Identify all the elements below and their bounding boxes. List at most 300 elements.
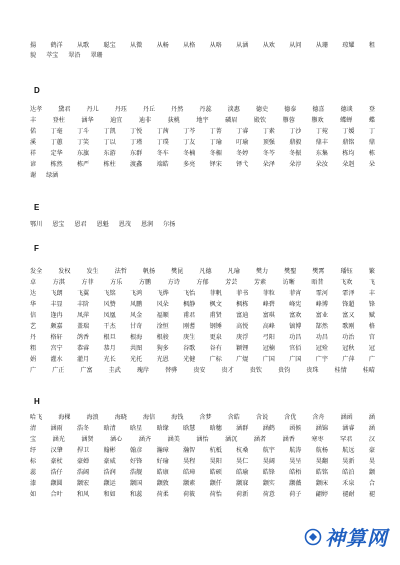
name-entry: 贵钦 [249, 367, 262, 374]
name-entry: 浩润 [103, 469, 116, 476]
name-entry: 光长 [103, 356, 116, 363]
name-entry: 樊聖 [284, 268, 297, 275]
name-entry: 冠秋 [342, 345, 355, 352]
name-entry: 广焜 [236, 356, 249, 363]
name-entry: 歌刚 [342, 323, 355, 330]
name-entry: 荷子 [289, 491, 302, 498]
name-entry: 翰彦 [130, 447, 143, 454]
name-entry: 枫文 [209, 301, 222, 308]
name-entry: 从咯 [209, 42, 222, 49]
name-entry: 汉肇 [50, 447, 63, 454]
name-entry: 丹蕊 [199, 106, 212, 113]
name-entry: 风鹏 [130, 301, 143, 308]
name-entry: 航远 [342, 447, 355, 454]
name-entry: 颛床 [315, 480, 328, 487]
name-entry: 涵 [368, 414, 375, 421]
name-entry: 光健 [183, 356, 196, 363]
name-entry: 方鹏 [138, 279, 152, 286]
name-entry: 航杨 [315, 447, 328, 454]
name-entry: 涵光 [52, 436, 65, 443]
name-entry: 昊新 [342, 458, 355, 465]
name-entry: 枫栋 [236, 301, 249, 308]
name-entry: 晗清 [103, 425, 116, 432]
name-entry: 盖瑞 [76, 323, 90, 330]
name-entry: 飞鸿 [130, 290, 143, 297]
name-entry: 昊 [368, 458, 375, 465]
name-entry: 官佰 [289, 345, 302, 352]
name-entry: 涵华 [81, 117, 94, 124]
name-entry: 禾泉 [342, 480, 355, 487]
name-entry: 芳素 [253, 279, 267, 286]
name-entry: 菲书 [236, 290, 249, 297]
name-entry: 偌 [30, 128, 37, 135]
name-entry: 晗星 [130, 425, 143, 432]
name-entry: 黛君 [58, 106, 71, 113]
name-entry: 栋然 [50, 161, 63, 168]
name-entry: 樊力 [255, 268, 269, 275]
name-entry: 晗慧 [183, 425, 196, 432]
name-entry: 栋柱 [103, 161, 116, 168]
name-entry: 褪耐 [342, 491, 355, 498]
name-entry: 迪宜 [110, 117, 123, 124]
name-entry: 飞翼 [76, 290, 90, 297]
name-entry: 浩阔 [76, 469, 90, 476]
name-entry: 根骏 [156, 334, 169, 341]
name-entry: 好锋 [130, 458, 143, 465]
name-row [30, 334, 375, 342]
name-entry: 灌月 [76, 356, 90, 363]
name-entry: 冬振 [289, 150, 302, 157]
name-entry: 颛实 [262, 480, 275, 487]
name-entry: 浩冬 [76, 425, 90, 432]
name-entry: 丹儿 [86, 106, 99, 113]
name-entry: 发全 [30, 268, 43, 275]
name-entry: 赋 [368, 312, 375, 319]
name-entry: 漆 [30, 480, 37, 487]
name-entry: 涵锦 [315, 425, 328, 432]
name-entry: 凡瑜 [227, 268, 240, 275]
name-entry: 浩仔 [50, 469, 63, 476]
name-entry: 尔扬 [163, 221, 176, 228]
name-entry: 枫静 [183, 301, 196, 308]
name-entry: 涵心 [110, 436, 123, 443]
name-row [30, 312, 375, 320]
name-entry: 标 [30, 458, 37, 465]
section-letter-heading: E [34, 203, 40, 212]
name-entry: 浩舰 [130, 469, 143, 476]
name-entry: 涵者 [253, 436, 267, 443]
name-entry: 富业 [315, 312, 328, 319]
name-row [30, 42, 375, 50]
name-entry: 冠楠 [262, 345, 275, 352]
name-entry: 多亮 [183, 161, 196, 168]
name-entry: 海钱 [171, 414, 184, 421]
name-entry: 丹丘 [142, 106, 156, 113]
name-entry: 涵雨 [50, 425, 63, 432]
name-entry: 皓泊 [342, 469, 355, 476]
name-entry: 樊昆 [171, 268, 184, 275]
watermark-text: 神算网 [325, 526, 388, 550]
name-entry: 峰宪 [289, 301, 302, 308]
name-entry: 冠殓 [315, 345, 328, 352]
name-entry: 霏河 [315, 290, 328, 297]
name-entry: 从欢 [262, 42, 275, 49]
name-entry: 恩宝 [52, 221, 65, 228]
name-entry: 桂晴 [362, 367, 375, 374]
name-entry: 甘奇 [130, 323, 143, 330]
name-row [30, 268, 375, 276]
name-entry: 海晓 [114, 414, 127, 421]
name-entry: 丰阶 [76, 301, 90, 308]
name-entry: 法哲 [114, 268, 127, 275]
name-entry: 丰 [368, 290, 375, 297]
name-entry: 凡德 [199, 268, 212, 275]
name-entry: 锋超 [342, 301, 355, 308]
name-entry: 叮瑜 [236, 139, 249, 146]
name-entry: 贵珠 [306, 367, 319, 374]
name-entry: 颛仟 [209, 480, 222, 487]
name-entry: 豪婵 [76, 458, 90, 465]
name-entry: 鼎毅 [289, 139, 302, 146]
name-entry: 冬车 [156, 150, 169, 157]
name-entry: 贵安 [193, 367, 206, 374]
name-entry: 更泉 [209, 334, 222, 341]
name-entry: 菲帆 [209, 290, 222, 297]
name-entry: 清 [30, 425, 37, 432]
name-entry: 蕊 [30, 469, 37, 476]
name-entry: 富琪 [262, 312, 275, 319]
name-entry: 皓梧 [289, 469, 302, 476]
name-entry: 皓康 [156, 469, 169, 476]
name-entry: 替骅 [165, 367, 178, 374]
name-entry: 荷意 [262, 491, 275, 498]
name-entry: 广国 [289, 356, 302, 363]
name-entry: 皓锋 [262, 469, 275, 476]
name-entry: 霏泽 [342, 290, 355, 297]
name-entry: 丁斗 [76, 128, 90, 135]
name-entry: 丁友 [183, 139, 196, 146]
name-row [30, 367, 375, 375]
name-entry: 弓阳 [262, 334, 275, 341]
name-entry: 鸽香 [76, 334, 90, 341]
name-entry: 航宇 [262, 447, 275, 454]
name-entry: 丁 [368, 128, 375, 135]
name-entry: 丁毫 [50, 128, 63, 135]
name-entry: 朵 [368, 161, 375, 168]
name-entry: 方淇 [52, 279, 65, 286]
name-row [30, 356, 375, 364]
name-entry: 丁沙 [289, 128, 302, 135]
name-entry: 富欢 [289, 312, 302, 319]
name-entry: 狗多 [156, 345, 169, 352]
name-entry: 镐博 [289, 323, 302, 330]
name-entry: 丹 [30, 334, 37, 341]
name-entry: 昊阳 [209, 458, 222, 465]
name-entry: 皓璋 [183, 469, 196, 476]
name-entry: 合叶 [50, 491, 63, 498]
name-entry: 富迪 [236, 312, 249, 319]
name-entry: 丁瑾 [130, 139, 143, 146]
name-entry: 凤凰 [103, 312, 116, 319]
name-entry: 冬楠 [183, 150, 196, 157]
name-entry: 朵汝 [315, 161, 328, 168]
name-entry: 豪威 [103, 458, 116, 465]
name-row [30, 301, 375, 309]
name-entry: 贵钧 [278, 367, 291, 374]
name-entry: 铎宋 [209, 161, 222, 168]
name-entry: 地宇 [196, 117, 209, 124]
name-entry: 隳欢 [311, 117, 324, 124]
name-entry: 宝 [30, 436, 37, 443]
name-entry: 登柱 [52, 117, 65, 124]
name-entry: 丁菀 [315, 128, 328, 135]
name-entry: 淦恒 [156, 323, 169, 330]
name-entry: 丁芩 [183, 128, 196, 135]
name-entry: 方郁 [196, 279, 209, 286]
name-row [30, 425, 375, 433]
name-entry: 德史 [255, 106, 269, 113]
name-entry: 涵 [368, 425, 375, 432]
name-entry: 荷怡 [209, 491, 222, 498]
name-entry: 含优 [284, 414, 297, 421]
name-entry: 函候 [289, 425, 302, 432]
name-entry: 根旦 [103, 334, 116, 341]
name-entry: 朵赳 [342, 161, 355, 168]
name-entry: 恩魁 [96, 221, 109, 228]
name-entry: 广国 [262, 356, 275, 363]
name-entry: 栋均 [342, 150, 355, 157]
name-entry: 德谈 [340, 106, 353, 113]
name-entry: 涵美 [167, 436, 180, 443]
name-entry: 翠沿 [68, 52, 81, 59]
name-entry: 涵怡 [196, 436, 209, 443]
name-entry: 丰 [30, 117, 37, 124]
name-entry: 谢 [30, 172, 37, 179]
name-entry: 翠珊 [90, 52, 103, 59]
name-entry: 颛薇 [289, 480, 302, 487]
name-entry: 颖锂 [236, 345, 249, 352]
name-entry: 帆扬 [142, 268, 156, 275]
name-entry: 航涛 [289, 447, 302, 454]
name-entry: 华 [30, 301, 37, 308]
name-entry: 干杰 [103, 323, 116, 330]
name-entry: 峰碧 [262, 301, 275, 308]
name-entry: 丁以 [103, 139, 116, 146]
name-entry: 卓 [30, 279, 37, 286]
name-entry: 谚 [30, 161, 37, 168]
name-entry: 信 [30, 312, 37, 319]
name-entry: 方乐 [110, 279, 123, 286]
name-entry: 粗 [30, 345, 37, 352]
name-row [30, 345, 375, 353]
name-entry: 合 [368, 480, 375, 487]
name-entry: 蝶蝉 [340, 117, 353, 124]
name-entry: 丁凯 [103, 128, 116, 135]
name-entry: 昊呈 [289, 458, 302, 465]
name-entry: 贵才 [221, 367, 234, 374]
watermark-logo [304, 522, 388, 551]
name-entry: 颛素 [183, 480, 196, 487]
name-row [30, 221, 375, 229]
name-entry: 刚蓍 [183, 323, 196, 330]
name-entry: 德喜 [312, 106, 325, 113]
name-entry: 殿钦 [253, 117, 267, 124]
name-entry: 共图 [130, 345, 143, 352]
name-entry: 达 [30, 290, 37, 297]
name-entry: 恩茂 [118, 221, 131, 228]
name-row [30, 150, 375, 158]
name-entry: 风金 [130, 312, 143, 319]
name-entry: 方菲 [81, 279, 94, 286]
name-entry: 好瑜 [156, 458, 169, 465]
name-entry: 达孝 [30, 106, 43, 113]
name-entry: 朵泽 [262, 161, 275, 168]
name-entry: 宫宁 [50, 345, 63, 352]
name-entry: 从珊 [315, 42, 328, 49]
name-entry: 铎弋 [236, 161, 249, 168]
name-entry: 甫贤 [209, 312, 222, 319]
name-entry: 端皓 [156, 161, 169, 168]
name-entry: 发权 [58, 268, 71, 275]
name-entry: 杭柢 [209, 447, 222, 454]
name-row [30, 469, 375, 477]
name-entry: 功昌 [315, 334, 328, 341]
name-entry: 栋严 [76, 161, 90, 168]
name-entry: 荷新 [236, 491, 249, 498]
name-row [30, 128, 375, 136]
name-entry: 冬楣 [209, 150, 222, 157]
name-entry: 豪杖 [50, 458, 63, 465]
name-entry: 丁茜 [156, 128, 169, 135]
name-entry: 琼耀 [342, 42, 355, 49]
name-entry: 荷筱 [183, 491, 196, 498]
logo-mark-icon [304, 528, 322, 546]
name-entry: 涵香 [282, 436, 295, 443]
name-entry: 繁 [368, 268, 375, 275]
name-entry: 登 [368, 106, 375, 113]
name-entry: 恭睿 [76, 345, 90, 352]
name-entry: 晤昔 [311, 279, 324, 286]
name-entry: 从格 [183, 42, 196, 49]
name-entry: 艺 [30, 323, 37, 330]
name-entry: 纾 [30, 447, 37, 454]
name-entry: 涵贤 [81, 436, 94, 443]
name-entry: 福顺 [156, 312, 169, 319]
name-entry: 娟 [30, 356, 37, 363]
name-entry: 涵沉 [225, 436, 238, 443]
name-entry: 颛 [368, 469, 375, 476]
name-entry: 光恩 [156, 356, 169, 363]
name-entry: 瀚璋 [156, 447, 169, 454]
name-entry: 皓铭 [315, 469, 328, 476]
name-entry: 功昌 [289, 334, 302, 341]
name-entry: 丁菁 [209, 128, 222, 135]
name-entry: 广标 [209, 356, 222, 363]
name-entry: 哈飞 [30, 414, 43, 421]
name-entry: 菲粒 [262, 290, 275, 297]
name-entry: 含皓 [227, 414, 240, 421]
name-entry: 从歌 [76, 42, 90, 49]
name-entry: 恭月 [103, 345, 116, 352]
name-entry: 访晰 [282, 279, 295, 286]
name-entry: 溪 [30, 139, 37, 146]
name-entry: 晗穗 [209, 425, 222, 432]
name-entry: 汉 [368, 436, 375, 443]
name-entry: 东集 [315, 150, 328, 157]
name-entry: 涵函 [340, 414, 353, 421]
name-entry: 格 [368, 323, 375, 330]
name-entry: 绿涵 [46, 172, 59, 179]
name-entry: 冬婷 [236, 150, 249, 157]
name-entry: 东游 [103, 150, 116, 157]
name-entry: 丁素 [262, 128, 275, 135]
name-entry: 涵睿 [342, 425, 355, 432]
name-entry: 瑰岸 [136, 367, 150, 374]
name-entry: 海棵 [58, 414, 71, 421]
name-entry: 荻桃 [167, 117, 180, 124]
name-entry: 丁睿 [236, 128, 249, 135]
name-entry: 广 [368, 356, 375, 363]
name-entry: 东旗 [76, 150, 90, 157]
name-row [30, 106, 375, 114]
name-entry: 颇嘉 [50, 323, 63, 330]
name-entry: 飞烨 [156, 290, 169, 297]
name-entry: 风赞 [103, 301, 116, 308]
name-entry: 祥 [30, 150, 37, 157]
name-entry: 顶强 [262, 139, 275, 146]
name-entry: 芳芸 [225, 279, 238, 286]
name-entry: 丰显 [50, 301, 63, 308]
name-entry: 昊仁 [236, 458, 249, 465]
name-entry: 丁蕙 [50, 139, 63, 146]
name-entry: 圭武 [108, 367, 121, 374]
name-entry: 鼎铭 [342, 139, 355, 146]
name-entry: 和风 [76, 491, 90, 498]
name-entry: 定华 [50, 150, 63, 157]
name-entry: 广 [30, 367, 37, 374]
name-entry: 寒枣 [311, 436, 324, 443]
name-entry: 涵齐 [138, 436, 152, 443]
name-row [30, 172, 375, 180]
name-entry: 风朵 [156, 301, 169, 308]
name-row [30, 139, 375, 147]
name-entry: 租 [368, 42, 375, 49]
name-entry: 广富 [80, 367, 93, 374]
name-entry: 丁笑 [76, 139, 90, 146]
name-entry: 聪宝 [103, 42, 116, 49]
name-row [30, 117, 375, 125]
name-row [30, 458, 375, 466]
name-entry: 淡惠 [227, 106, 240, 113]
name-entry: 揚 [30, 42, 37, 49]
name-entry: 和如 [103, 491, 116, 498]
name-entry: 从畅 [156, 42, 169, 49]
name-entry: 恩君 [74, 221, 87, 228]
name-entry: 飞 [368, 279, 375, 286]
name-entry: 灌水 [50, 356, 63, 363]
name-entry: 高悦 [236, 323, 249, 330]
name-entry: 方诗 [167, 279, 180, 286]
name-row [30, 323, 375, 331]
name-entry: 海信 [142, 414, 156, 421]
name-entry: 东群 [130, 150, 143, 157]
name-entry: 昊翻 [315, 458, 328, 465]
name-entry: 峰博 [315, 301, 328, 308]
name-entry: 褪 [368, 491, 375, 498]
name-entry: 锋 [368, 301, 375, 308]
name-entry: 荷柔 [156, 491, 169, 498]
name-entry: 郜然 [315, 323, 328, 330]
